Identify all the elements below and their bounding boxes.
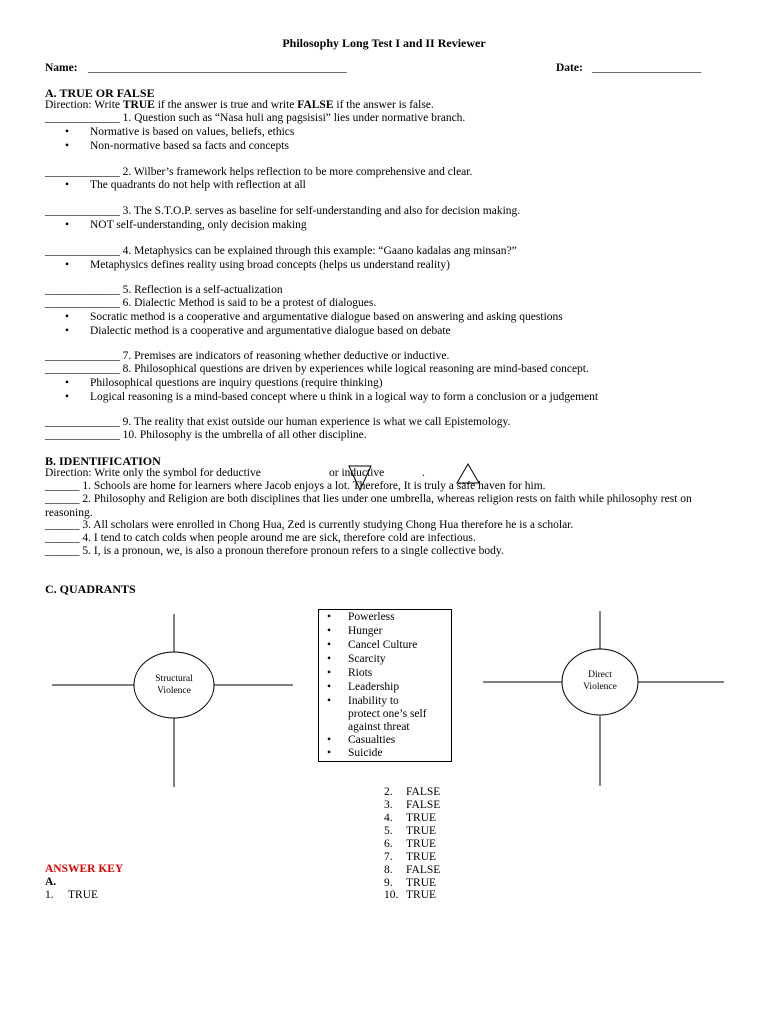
date-label: Date:	[556, 62, 583, 74]
answer-row: 3. FALSE	[384, 799, 441, 811]
section-b-direction-3: .	[422, 467, 425, 479]
question-item: _____________ 10. Philosophy is the umbrella of all other discipline.	[45, 429, 367, 441]
answer-row: 5. TRUE	[384, 825, 437, 837]
answer-blank[interactable]: _____________	[45, 112, 120, 124]
question-item: _____________ 8. Philosophical questions are driven by experiences while logical reasoning are mind-based concept.	[45, 363, 589, 375]
answer-row: 8. FALSE	[384, 864, 441, 876]
answer-blank[interactable]: _____________	[45, 429, 120, 441]
list-item-continued: protect one’s self	[348, 708, 427, 720]
answer-blank[interactable]: _____________	[45, 350, 120, 362]
answer-blank[interactable]: _____________	[45, 363, 120, 375]
answer-blank[interactable]: ______	[45, 532, 80, 544]
answer-blank[interactable]: ______	[45, 480, 80, 492]
answer-blank[interactable]: _____________	[45, 416, 120, 428]
question-item: ______ 2. Philosophy and Religion are both disciplines that lies under one umbrella, whereas religion rests on faith while philosophy rest on reasoning.	[45, 493, 692, 519]
section-a-heading: A. TRUE OR FALSE	[45, 86, 155, 100]
answer-blank[interactable]: ______	[45, 519, 80, 531]
question-item: _____________ 1. Question such as “Nasa huli ang pagsisisi” lies under normative branch.	[45, 112, 466, 124]
answer-row: 1. TRUE	[45, 889, 99, 901]
question-item: ______ 4. I tend to catch colds when people around me are sick, therefore cold are infectious.	[45, 532, 476, 544]
answer-row: 2. FALSE	[384, 786, 441, 798]
date-blank[interactable]: ___________________	[592, 62, 702, 74]
direct-violence-quadrant	[483, 611, 724, 786]
answer-row: 6. TRUE	[384, 838, 437, 850]
section-b-heading: B. IDENTIFICATION	[45, 454, 161, 468]
answer-row: 7. TRUE	[384, 851, 437, 863]
structural-violence-label: Structural Violence	[155, 674, 193, 696]
answer-blank[interactable]: _____________	[45, 205, 120, 217]
answer-row: 4. TRUE	[384, 812, 437, 824]
question-item: _____________ 3. The S.T.O.P. serves as baseline for self-understanding and also for decision making.	[45, 205, 521, 217]
answer-blank[interactable]: _____________	[45, 245, 120, 257]
question-item: _____________ 6. Dialectic Method is said to be a protest of dialogues.	[45, 297, 377, 309]
answer-row: 10. TRUE	[384, 889, 437, 901]
answer-key-heading: ANSWER KEY	[45, 863, 124, 875]
answer-key-section-label: A.	[45, 876, 57, 888]
inductive-triangle-icon	[457, 464, 479, 483]
answer-row: 9. TRUE	[384, 877, 437, 889]
structural-violence-quadrant	[52, 614, 293, 787]
section-a-direction: Direction: Write TRUE if the answer is true and write FALSE if the answer is false.	[45, 99, 434, 111]
direct-violence-label: Direct Violence	[583, 670, 617, 692]
question-item: _____________ 7. Premises are indicators of reasoning whether deductive or inductive.	[45, 350, 450, 362]
question-item: ______ 5. I, is a pronoun, we, is also a pronoun therefore pronoun refers to a single collective body.	[45, 545, 504, 557]
quadrant-word-list: Powerless Hunger Cancel Culture Scarcity Riots Leadership Inability to protect one’s self against threat Casualties Suicide	[318, 609, 452, 762]
answer-blank[interactable]: _____________	[45, 166, 120, 178]
answer-blank[interactable]: _____________	[45, 297, 120, 309]
name-label: Name:	[45, 62, 78, 74]
deductive-triangle-icon	[349, 466, 371, 490]
answer-blank[interactable]: ______	[45, 493, 80, 505]
section-b-direction: Direction: Write only the symbol for deductive	[45, 467, 261, 479]
answer-blank[interactable]: ______	[45, 545, 80, 557]
question-item: _____________ 5. Reflection is a self-actualization	[45, 284, 283, 296]
question-item: _____________ 9. The reality that exist outside our human experience is what we call Epistemology.	[45, 416, 511, 428]
question-item: _____________ 2. Wilber’s framework helps reflection to be more comprehensive and clear.	[45, 166, 473, 178]
question-item: _____________ 4. Metaphysics can be explained through this example: “Gaano kadalas ang minsan?”	[45, 245, 517, 257]
section-b-direction-2: or inductive	[329, 467, 385, 479]
name-blank[interactable]: _____________________________________________	[88, 62, 347, 74]
question-item: ______ 3. All scholars were enrolled in Chong Hua, Zed is currently studying Chong Hua therefore he is a scholar.	[45, 519, 574, 531]
question-item: ______ 1. Schools are home for learners where Jacob enjoys a lot. Therefore, It is truly a safe haven for him.	[45, 480, 546, 492]
answer-blank[interactable]: _____________	[45, 284, 120, 296]
list-item-continued: against threat	[348, 721, 410, 733]
page-title: Philosophy Long Test I and II Reviewer	[282, 36, 486, 50]
section-c-heading: C. QUADRANTS	[45, 582, 136, 596]
